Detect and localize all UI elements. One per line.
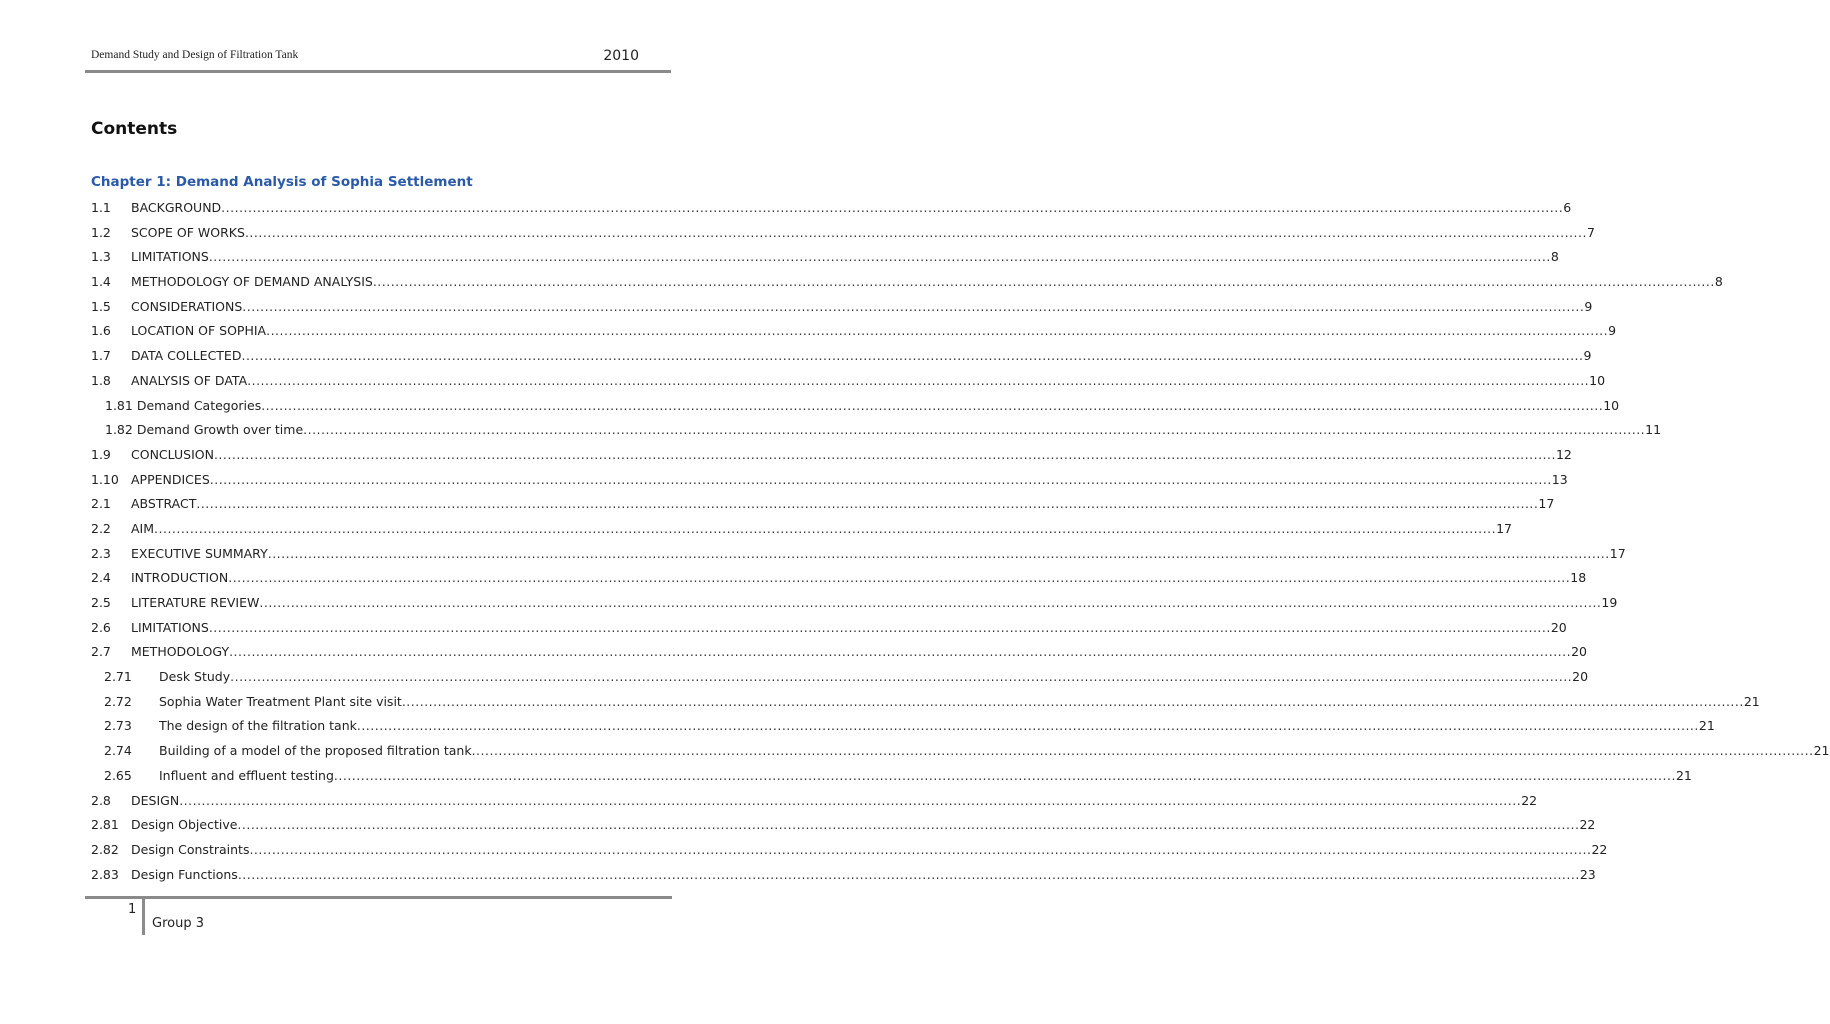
toc-dot-leader: ............................................................................................................................................................................................................................................................................................................: [471, 743, 1814, 759]
toc-entry-title: METHODOLOGY: [131, 644, 230, 660]
toc-entry-title: LOCATION OF SOPHIA: [131, 323, 267, 339]
toc-entry-page: 9: [1583, 348, 1592, 364]
toc-entry-number: 2.74: [104, 743, 132, 759]
footer-group: Group 3: [152, 916, 204, 931]
toc-dot-leader: ............................................................................................................................................................................................................................................................................................................: [241, 348, 1584, 364]
toc-entry-title: DESIGN: [131, 792, 180, 808]
toc-entry-number: 1.9: [91, 446, 111, 462]
toc-entry[interactable]: [91, 789, 1538, 814]
toc-dot-leader: ............................................................................................................................................................................................................................................................................................................: [213, 446, 1556, 462]
toc-entry[interactable]: [91, 196, 1572, 221]
toc-entry[interactable]: [91, 221, 1595, 246]
toc-dot-leader: ............................................................................................................................................................................................................................................................................................................: [208, 249, 1551, 265]
toc-dot-leader: ............................................................................................................................................................................................................................................................................................................: [237, 866, 1580, 882]
header-rule: [85, 70, 671, 73]
toc-entry-number: 2.7: [91, 644, 111, 660]
toc-entry-title: Demand Categories: [136, 397, 262, 413]
toc-entry-page: 18: [1570, 570, 1587, 586]
toc-entry[interactable]: [91, 394, 1620, 419]
contents-title: Contents: [91, 119, 178, 139]
toc-entry-title: Building of a model of the proposed filtration tank: [159, 743, 472, 759]
toc-entry[interactable]: [91, 566, 1587, 591]
toc-entry[interactable]: [91, 863, 1596, 888]
toc-entry-page: 20: [1550, 619, 1567, 635]
toc-entry-page: 21: [1675, 767, 1692, 783]
toc-dot-leader: ............................................................................................................................................................................................................................................................................................................: [249, 841, 1592, 857]
toc-dot-leader: ............................................................................................................................................................................................................................................................................................................: [267, 545, 1610, 561]
toc-entry-title: SCOPE OF WORKS: [131, 224, 245, 240]
toc-entry-number: 1.3: [91, 249, 111, 265]
toc-entry-title: CONCLUSION: [131, 446, 214, 462]
toc-entry-title: LIMITATIONS: [131, 619, 209, 635]
toc-entry-number: 2.72: [104, 693, 132, 709]
toc-dot-leader: ............................................................................................................................................................................................................................................................................................................: [401, 693, 1744, 709]
table-of-contents: [91, 196, 1830, 887]
toc-entry-page: 17: [1538, 496, 1555, 512]
toc-dot-leader: ............................................................................................................................................................................................................................................................................................................: [303, 422, 1646, 438]
toc-entry-title: APPENDICES: [131, 471, 210, 487]
toc-entry[interactable]: [91, 665, 1589, 690]
toc-entry-number: 1.2: [91, 224, 111, 240]
toc-entry-page: 22: [1521, 792, 1538, 808]
toc-dot-leader: ............................................................................................................................................................................................................................................................................................................: [333, 767, 1676, 783]
toc-entry-number: 2.65: [104, 767, 132, 783]
toc-entry-page: 21: [1698, 718, 1715, 734]
toc-entry-number: 2.8: [91, 792, 111, 808]
toc-entry-page: 17: [1609, 545, 1626, 561]
toc-entry-title: CONSIDERATIONS: [131, 298, 243, 314]
toc-dot-leader: ............................................................................................................................................................................................................................................................................................................: [266, 323, 1609, 339]
toc-entry[interactable]: [91, 369, 1606, 394]
toc-entry[interactable]: [91, 739, 1830, 764]
toc-entry[interactable]: [91, 591, 1618, 616]
toc-entry[interactable]: [91, 295, 1593, 320]
toc-entry-title: Demand Growth over time: [136, 422, 304, 438]
toc-entry-number: 2.4: [91, 570, 111, 586]
toc-entry-title: Design Constraints: [131, 841, 250, 857]
toc-entry-number: 1.7: [91, 348, 111, 364]
toc-dot-leader: ............................................................................................................................................................................................................................................................................................................: [259, 595, 1602, 610]
toc-entry-number: 2.71: [104, 669, 132, 685]
toc-entry-number: 1.10: [91, 471, 119, 487]
toc-entry-number: 1.4: [91, 274, 111, 290]
toc-entry[interactable]: [91, 542, 1626, 567]
page-footer: [85, 896, 675, 956]
toc-entry-page: 10: [1589, 372, 1606, 388]
toc-entry-title: ANALYSIS OF DATA: [131, 372, 248, 388]
toc-entry[interactable]: [91, 492, 1555, 517]
toc-entry-number: 1.81: [105, 397, 133, 413]
header-year: 2010: [603, 48, 639, 64]
toc-dot-leader: ............................................................................................................................................................................................................................................................................................................: [229, 644, 1572, 660]
toc-entry-title: Desk Study: [159, 669, 231, 685]
toc-entry-number: 2.83: [91, 866, 119, 882]
toc-entry[interactable]: [91, 714, 1715, 739]
toc-entry-title: EXECUTIVE SUMMARY: [131, 545, 268, 561]
toc-entry-number: 2.5: [91, 595, 111, 610]
toc-entry-title: LIMITATIONS: [131, 249, 209, 265]
toc-entry-page: 8: [1714, 274, 1723, 290]
footer-page-number: 1: [128, 902, 137, 917]
toc-entry[interactable]: [91, 813, 1596, 838]
toc-entry-page: 6: [1563, 200, 1572, 215]
toc-entry-page: 20: [1571, 644, 1588, 660]
toc-entry[interactable]: [91, 443, 1572, 468]
toc-entry[interactable]: [91, 344, 1592, 369]
toc-entry-number: 2.3: [91, 545, 111, 561]
toc-entry-page: 9: [1584, 298, 1593, 314]
toc-entry-page: 21: [1743, 693, 1760, 709]
toc-entry-page: 8: [1550, 249, 1559, 265]
toc-entry[interactable]: [91, 838, 1608, 863]
toc-entry[interactable]: [91, 245, 1559, 270]
toc-entry-title: DATA COLLECTED: [131, 348, 242, 364]
toc-dot-leader: ............................................................................................................................................................................................................................................................................................................: [230, 669, 1573, 685]
toc-entry-page: 22: [1579, 817, 1596, 833]
toc-entry-number: 2.6: [91, 619, 111, 635]
toc-entry-page: 17: [1496, 520, 1512, 536]
toc-entry-page: 22: [1591, 841, 1608, 857]
toc-entry-title: The design of the filtration tank: [159, 718, 357, 734]
toc-dot-leader: ............................................................................................................................................................................................................................................................................................................: [356, 718, 1699, 734]
toc-dot-leader: ............................................................................................................................................................................................................................................................................................................: [208, 619, 1551, 635]
toc-entry-title: ABSTRACT: [131, 496, 197, 512]
toc-entry[interactable]: [91, 517, 1512, 542]
toc-entry-number: 2.1: [91, 496, 111, 512]
toc-entry-title: AIM: [131, 520, 155, 536]
toc-entry-number: 1.8: [91, 372, 111, 388]
toc-entry-page: 10: [1603, 397, 1620, 413]
toc-entry-page: 19: [1601, 595, 1618, 610]
toc-dot-leader: ............................................................................................................................................................................................................................................................................................................: [179, 792, 1522, 808]
toc-entry-title: METHODOLOGY OF DEMAND ANALYSIS: [131, 274, 373, 290]
toc-entry-title: Design Functions: [131, 866, 238, 882]
toc-entry-number: 2.73: [104, 718, 132, 734]
toc-entry[interactable]: [91, 418, 1662, 443]
toc-entry-number: 2.2: [91, 520, 111, 536]
toc-entry-title: BACKGROUND: [131, 200, 222, 215]
toc-dot-leader: ............................................................................................................................................................................................................................................................................................................: [247, 372, 1590, 388]
toc-dot-leader: ............................................................................................................................................................................................................................................................................................................: [261, 397, 1604, 413]
toc-entry[interactable]: [91, 616, 1567, 641]
toc-entry[interactable]: [91, 270, 1723, 295]
toc-entry-title: INTRODUCTION: [131, 570, 229, 586]
toc-dot-leader: ............................................................................................................................................................................................................................................................................................................: [244, 224, 1587, 240]
toc-entry-page: 9: [1608, 323, 1617, 339]
toc-dot-leader: ............................................................................................................................................................................................................................................................................................................: [209, 471, 1552, 487]
toc-dot-leader: ............................................................................................................................................................................................................................................................................................................: [242, 298, 1585, 314]
toc-entry[interactable]: [91, 319, 1617, 344]
footer-divider: [142, 899, 145, 935]
toc-entry[interactable]: [91, 690, 1760, 715]
toc-entry-page: 23: [1579, 866, 1596, 882]
toc-dot-leader: ............................................................................................................................................................................................................................................................................................................: [196, 496, 1539, 512]
toc-entry-title: Influent and effluent testing: [159, 767, 334, 783]
chapter-title[interactable]: Chapter 1: Demand Analysis of Sophia Settlement: [91, 174, 473, 190]
toc-entry-number: 1.5: [91, 298, 111, 314]
toc-entry-page: 11: [1645, 422, 1662, 438]
page-header: [91, 46, 671, 76]
toc-entry-page: 13: [1551, 471, 1568, 487]
toc-entry-number: 1.82: [105, 422, 133, 438]
toc-entry-number: 2.81: [91, 817, 119, 833]
toc-entry-page: 7: [1586, 224, 1595, 240]
toc-dot-leader: ............................................................................................................................................................................................................................................................................................................: [221, 200, 1564, 215]
toc-entry-number: 1.6: [91, 323, 111, 339]
toc-entry-page: 21: [1813, 743, 1830, 759]
footer-rule: [85, 896, 672, 899]
toc-dot-leader: ............................................................................................................................................................................................................................................................................................................: [372, 274, 1715, 290]
toc-dot-leader: ............................................................................................................................................................................................................................................................................................................: [228, 570, 1571, 586]
toc-entry-number: 1.1: [91, 200, 111, 215]
toc-entry-title: Design Objective: [131, 817, 238, 833]
toc-entry-page: 20: [1572, 669, 1589, 685]
toc-dot-leader: ............................................................................................................................................................................................................................................................................................................: [154, 520, 1497, 536]
toc-entry-number: 2.82: [91, 841, 119, 857]
toc-entry-title: LITERATURE REVIEW: [131, 595, 260, 610]
header-title: Demand Study and Design of Filtration Tank: [91, 49, 299, 61]
toc-entry-title: Sophia Water Treatment Plant site visit: [159, 693, 402, 709]
toc-entry[interactable]: [91, 468, 1568, 493]
toc-dot-leader: ............................................................................................................................................................................................................................................................................................................: [237, 817, 1580, 833]
toc-entry[interactable]: [91, 640, 1588, 665]
toc-entry[interactable]: [91, 764, 1692, 789]
toc-entry-page: 12: [1555, 446, 1572, 462]
